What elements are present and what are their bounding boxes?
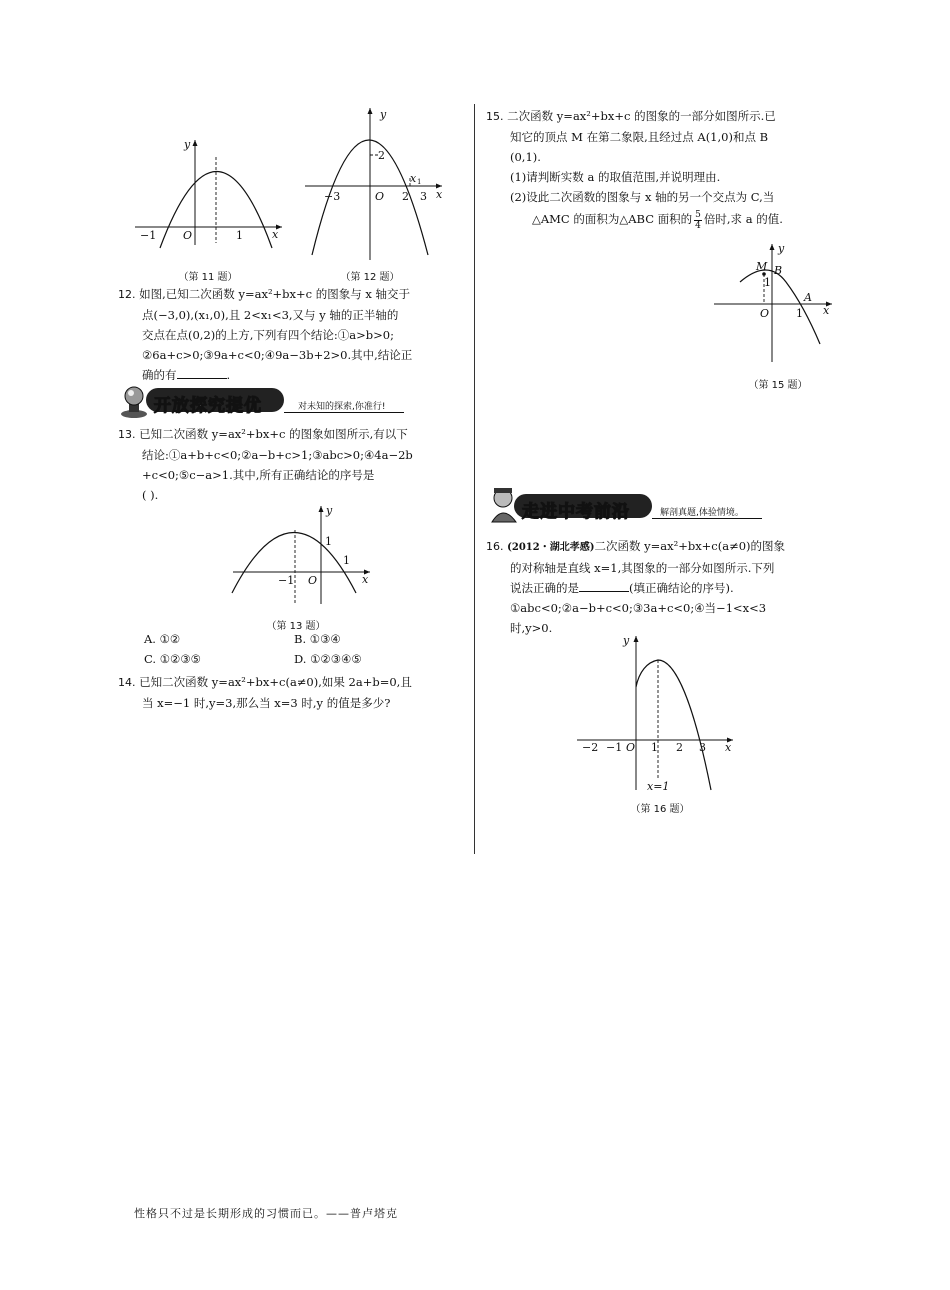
- q14-line-1: 已知二次函数 y=ax²+bx+c(a≠0),如果 2a+b=0,且: [139, 675, 412, 689]
- figure-13-graph: [228, 500, 378, 610]
- question-16: [486, 536, 836, 638]
- banner-subtitle: 对未知的探索,你准行!: [298, 402, 386, 412]
- question-15: [486, 106, 836, 231]
- figure-13-caption: （第 13 题）: [266, 621, 326, 632]
- x-label: x: [272, 228, 279, 241]
- q12-line-1: 如图,已知二次函数 y=ax²+bx+c 的图象与 x 轴交于: [139, 287, 411, 301]
- q13-option-c[interactable]: C. ①②③⑤: [144, 652, 201, 666]
- tick-label: 1: [325, 535, 332, 548]
- origin-label: O: [626, 741, 636, 754]
- figure-15-graph: [712, 240, 837, 368]
- figure-15-caption: （第 15 题）: [748, 380, 808, 391]
- figure-12: [300, 100, 450, 265]
- q15-line-1: 二次函数 y=ax²+bx+c 的图象的一部分如图所示.已: [507, 109, 776, 123]
- section-banner-open-inquiry: [118, 384, 468, 418]
- origin-label: O: [183, 229, 193, 242]
- y-axis-arrow: [319, 506, 324, 512]
- q12-line-3: 交点在点(0,2)的上方,下列有四个结论:①a>b>0;: [142, 328, 394, 342]
- figure-11: [130, 135, 290, 250]
- y-label: y: [184, 138, 191, 151]
- origin-label: O: [375, 190, 385, 203]
- tick-label: −1: [278, 574, 295, 587]
- tick-label: 2: [676, 741, 683, 754]
- root-label-sub: 1: [417, 178, 422, 186]
- y-label: y: [326, 504, 333, 517]
- banner-subtitle: 解剖真题,体验情境。: [660, 508, 744, 518]
- question-14: [118, 672, 468, 713]
- figure-11-caption: （第 11 题）: [178, 272, 238, 283]
- question-source: (2012・湖北孝感): [507, 542, 595, 553]
- banner-title: 走进中考前沿: [522, 502, 630, 522]
- q16-line-1: 二次函数 y=ax²+bx+c(a≠0)的图象: [594, 539, 786, 553]
- tick-label: 1: [651, 741, 658, 754]
- q15-line-2: 知它的顶点 M 在第二象限,且经过点 A(1,0)和点 B: [510, 130, 769, 144]
- symmetry-axis-label: x=1: [647, 780, 670, 793]
- banner-underline: [284, 412, 404, 413]
- tick-label: 3: [699, 741, 706, 754]
- q15-line-3: (0,1).: [510, 150, 541, 164]
- tick-label: 1: [764, 276, 771, 289]
- question-number: 16.: [486, 540, 504, 553]
- figure-13: [228, 500, 378, 610]
- tick-label: 2: [378, 149, 385, 162]
- q16-line-2: 的对称轴是直线 x=1,其图象的一部分如图所示.下列: [510, 561, 775, 575]
- figure-12-graph: [300, 100, 450, 265]
- question-13: [118, 424, 468, 505]
- y-label: y: [623, 634, 630, 647]
- question-number: 12.: [118, 288, 136, 301]
- tick-label: 3: [420, 190, 427, 203]
- tick-label: 1: [236, 229, 243, 242]
- x-label: x: [436, 188, 443, 201]
- origin-label: O: [308, 574, 318, 587]
- origin-label: O: [760, 307, 770, 320]
- question-number: 14.: [118, 676, 136, 689]
- q13-line-1: 已知二次函数 y=ax²+bx+c 的图象如图所示,有以下: [139, 427, 408, 441]
- banner-underline: [652, 518, 762, 519]
- q13-option-d[interactable]: D. ①②③④⑤: [294, 652, 362, 666]
- y-label: y: [380, 108, 387, 121]
- parabola: [740, 270, 820, 344]
- tick-label: −2: [582, 741, 599, 754]
- root-label: x: [410, 172, 417, 185]
- q15-line-6: △AMC 的面积为△ABC 面积的: [532, 212, 693, 226]
- q16-line-3-end: (填正确结论的序号).: [629, 581, 734, 595]
- question-number: 15.: [486, 110, 504, 123]
- y-axis-arrow: [368, 108, 373, 114]
- y-axis-arrow: [193, 140, 198, 146]
- question-12: [118, 284, 468, 385]
- q13-line-2: 结论:①a+b+c<0;②a−b+c>1;③abc>0;④4a−2b: [142, 448, 413, 462]
- q15-line-4: (1)请判断实数 a 的取值范围,并说明理由.: [510, 170, 721, 184]
- q16-line-4: ①abc<0;②a−b+c<0;③3a+c<0;④当−1<x<3: [510, 601, 767, 615]
- q16-line-5: 时,y>0.: [510, 621, 553, 635]
- y-axis-arrow: [634, 636, 639, 642]
- question-number: 13.: [118, 428, 136, 441]
- q13-option-b[interactable]: B. ①③④: [294, 632, 341, 646]
- footer-quote: 性格只不过是长期形成的习惯而已。——普卢塔克: [134, 1207, 398, 1220]
- x-label: x: [725, 741, 732, 754]
- answer-blank[interactable]: [177, 366, 227, 379]
- figure-15: [712, 240, 837, 368]
- column-divider: [474, 104, 475, 854]
- q15-line-6-end: 倍时,求 a 的值.: [703, 212, 783, 226]
- fraction-denominator: 4: [695, 220, 701, 231]
- fraction: [694, 210, 702, 231]
- q13-option-a[interactable]: A. ①②: [144, 632, 181, 646]
- figure-11-graph: [130, 135, 290, 250]
- x-label: x: [823, 304, 830, 317]
- tick-label: −1: [606, 741, 623, 754]
- point-a-label: A: [804, 291, 812, 304]
- q12-line-5: 确的有: [142, 368, 177, 382]
- y-label: y: [778, 242, 785, 255]
- tick-label: 2: [402, 190, 409, 203]
- figure-16: [575, 630, 745, 795]
- y-axis-arrow: [770, 244, 775, 250]
- section-banner-exam-frontier: [486, 490, 836, 524]
- fraction-numerator: 5: [695, 209, 701, 220]
- figure-12-caption: （第 12 题）: [340, 272, 400, 283]
- point-b-label: B: [774, 264, 783, 277]
- q12-line-2: 点(−3,0),(x₁,0),且 2<x₁<3,又与 y 轴的正半轴的: [142, 308, 399, 322]
- q15-line-5: (2)设此二次函数的图象与 x 轴的另一个交点为 C,当: [510, 190, 775, 204]
- tick-label: 1: [343, 554, 350, 567]
- q13-line-4: ( ).: [142, 488, 159, 502]
- q12-line-4: ②6a+c>0;③9a+c<0;④9a−3b+2>0.其中,结论正: [142, 348, 413, 362]
- point-m-label: M: [756, 260, 768, 273]
- q12-line-5-end: .: [226, 368, 231, 382]
- answer-blank[interactable]: [579, 579, 629, 592]
- figure-16-caption: （第 16 题）: [630, 804, 690, 815]
- tick-label: −3: [324, 190, 341, 203]
- q16-line-3: 说法正确的是: [510, 581, 579, 595]
- tick-label: 1: [796, 307, 803, 320]
- tick-label: −1: [140, 229, 157, 242]
- parabola: [636, 660, 711, 790]
- x-label: x: [362, 573, 369, 586]
- q14-line-2: 当 x=−1 时,y=3,那么当 x=3 时,y 的值是多少?: [142, 696, 391, 710]
- q13-line-3: +c<0;⑤c−a>1.其中,所有正确结论的序号是: [142, 468, 375, 482]
- banner-title: 开放探究提优: [154, 396, 262, 416]
- figure-16-graph: [575, 630, 745, 795]
